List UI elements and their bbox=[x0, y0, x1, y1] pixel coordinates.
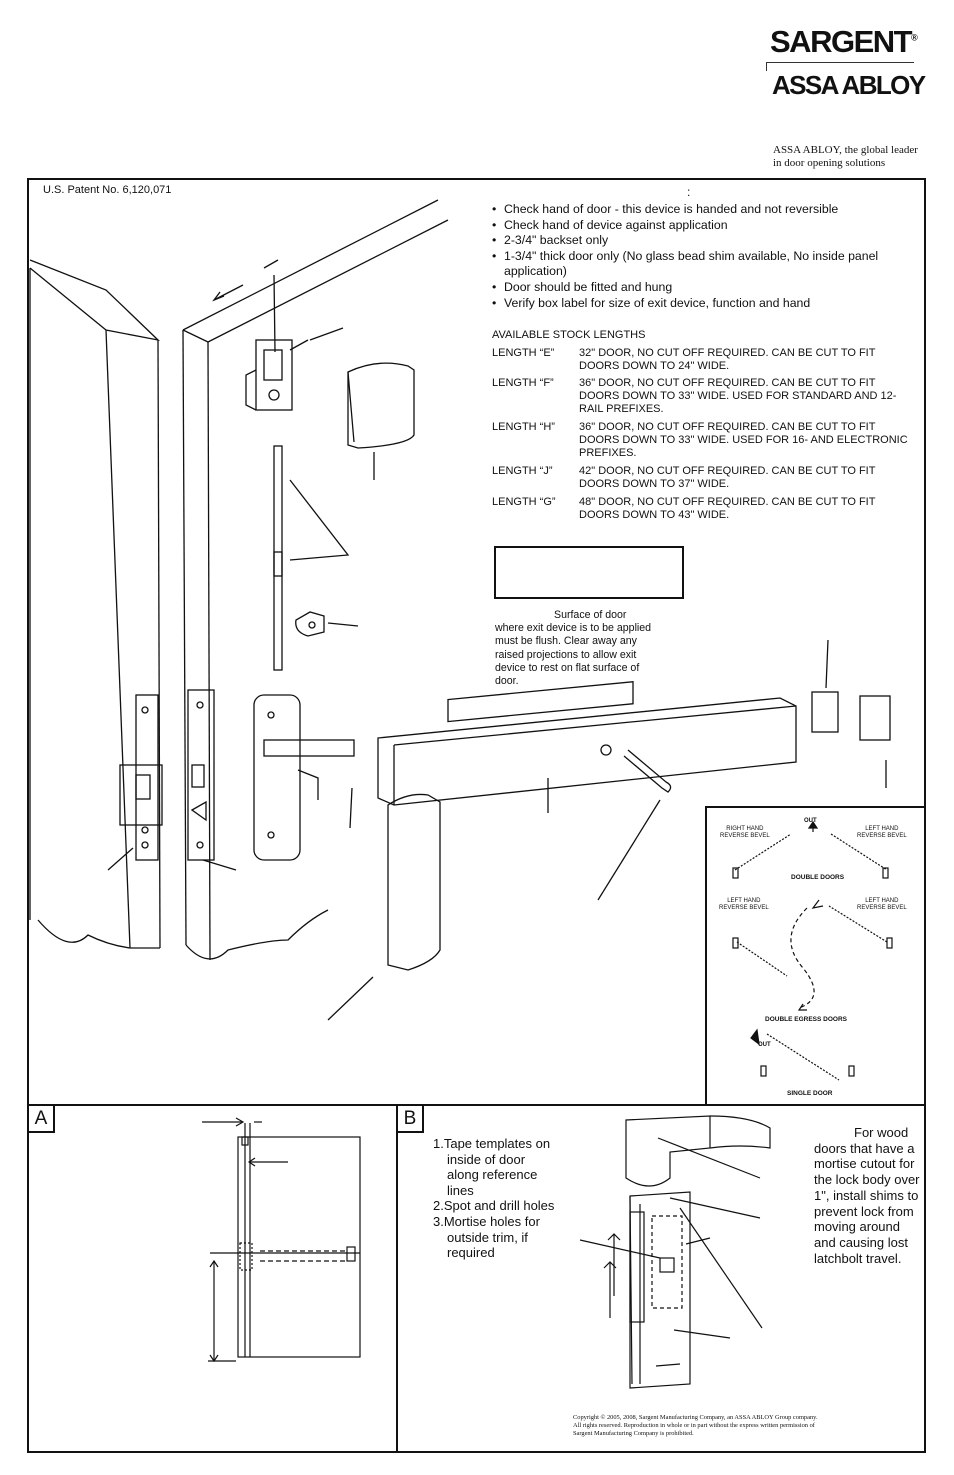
step-item: 1.Tape templates on inside of door along reference lines bbox=[433, 1136, 551, 1198]
out-label-top: OUT bbox=[804, 818, 817, 824]
brand-name: SARGENT bbox=[770, 24, 912, 59]
left-hand-reverse-bevel-label-3: LEFT HAND REVERSE BEVEL bbox=[857, 898, 907, 911]
handing-diagram-art bbox=[707, 808, 924, 1104]
checklist-item: • 2-3/4" backset only bbox=[492, 233, 912, 249]
stock-length-code: LENGTH “E” bbox=[492, 347, 555, 359]
brand-divider bbox=[766, 62, 914, 63]
copyright-notice: Copyright © 2005, 2008, Sargent Manufacturing Company, an ASSA ABLOY Group company. All rights reserved. Reproduction in whole or in part without the express written permission of Sargent Manufacturing Company is prohibited. bbox=[573, 1414, 818, 1437]
brand-logo-assa-abloy: ASSA ABLOY bbox=[772, 70, 925, 100]
brand-divider-tick bbox=[766, 62, 767, 71]
wood-note-first-line: For wood bbox=[854, 1125, 909, 1140]
checklist-item: • Verify box label for size of exit device, function and hand bbox=[492, 296, 912, 312]
stock-length-desc: 48" DOOR, NO CUT OFF REQUIRED. CAN BE CUT TO FIT DOORS DOWN TO 43" WIDE. bbox=[579, 496, 876, 522]
left-hand-reverse-bevel-label-2: LEFT HAND REVERSE BEVEL bbox=[719, 898, 769, 911]
stock-length-code: LENGTH “J” bbox=[492, 465, 553, 477]
out-label-single: OUT bbox=[758, 1042, 771, 1048]
stock-length-code: LENGTH “H” bbox=[492, 421, 555, 433]
brand-logo-sargent bbox=[770, 24, 918, 60]
right-hand-reverse-bevel-label: RIGHT HAND REVERSE BEVEL bbox=[720, 826, 770, 839]
stock-length-code: LENGTH “G” bbox=[492, 496, 556, 508]
double-doors-label: DOUBLE DOORS bbox=[791, 874, 845, 881]
template-steps bbox=[433, 1136, 558, 1261]
left-hand-reverse-bevel-label: LEFT HAND REVERSE BEVEL bbox=[857, 826, 907, 839]
step-item: 2.Spot and drill holes bbox=[433, 1198, 555, 1214]
stock-lengths-title: AVAILABLE STOCK LENGTHS bbox=[492, 329, 646, 341]
checklist-item: • Check hand of device against application bbox=[492, 218, 912, 234]
single-door-label: SINGLE DOOR bbox=[787, 1090, 833, 1097]
checklist-item: • 1-3/4" thick door only (No glass bead shim available, No inside panel application) bbox=[492, 249, 912, 280]
tagline-line-1: ASSA ABLOY, the global leader bbox=[773, 144, 918, 156]
patent-number: U.S. Patent No. 6,120,071 bbox=[43, 184, 172, 196]
stock-length-desc: 36" DOOR, NO CUT OFF REQUIRED. CAN BE CUT TO FIT DOORS DOWN TO 33" WIDE. USED FOR 16- AND ELECTRONIC PREFIXES. bbox=[579, 421, 908, 460]
stock-length-desc: 36" DOOR, NO CUT OFF REQUIRED. CAN BE CUT TO FIT DOORS DOWN TO 33" WIDE. USED FOR STANDARD AND 12- RAIL PREFIXES. bbox=[579, 377, 897, 416]
brand-tagline bbox=[773, 144, 943, 170]
stock-length-code: LENGTH “F” bbox=[492, 377, 554, 389]
template-a-drawing bbox=[200, 1115, 380, 1370]
blank-note-box bbox=[494, 546, 684, 599]
surface-note-body: where exit device is to be applied must be flush. Clear away any raised projections to allow exit device to rest on flat surface of door. bbox=[495, 622, 652, 688]
surface-note bbox=[495, 609, 665, 688]
tagline-line-2: in door opening solutions bbox=[773, 157, 886, 169]
registered-mark: ® bbox=[911, 32, 918, 43]
wood-door-shim-note bbox=[814, 1125, 924, 1266]
section-divider bbox=[396, 1104, 398, 1453]
pre-installation-checklist bbox=[492, 202, 912, 311]
checklist-item: • Door should be fitted and hung bbox=[492, 280, 912, 296]
stock-length-desc: 42" DOOR, NO CUT OFF REQUIRED. CAN BE CUT TO FIT DOORS DOWN TO 37" WIDE. bbox=[579, 465, 876, 491]
surface-note-first-line: Surface of door bbox=[554, 609, 627, 621]
checklist-heading-colon: : bbox=[687, 185, 691, 199]
wood-note-body: doors that have a mortise cutout for the lock body over 1", install shims to prevent lock from moving around and causing lost latchbolt travel. bbox=[814, 1140, 920, 1266]
stock-length-desc: 32" DOOR, NO CUT OFF REQUIRED. CAN BE CUT TO FIT DOORS DOWN TO 24" WIDE. bbox=[579, 347, 876, 373]
checklist-item: • Check hand of door - this device is handed and not reversible bbox=[492, 202, 912, 218]
double-egress-doors-label: DOUBLE EGRESS DOORS bbox=[765, 1016, 847, 1023]
exploded-door-illustration bbox=[28, 180, 788, 1080]
section-b-label: B bbox=[398, 1106, 424, 1133]
section-a-label: A bbox=[29, 1106, 55, 1133]
mortise-template-drawing bbox=[570, 1108, 810, 1398]
door-handing-diagram bbox=[705, 806, 926, 1106]
step-item: 3.Mortise holes for outside trim, if required bbox=[433, 1213, 540, 1261]
